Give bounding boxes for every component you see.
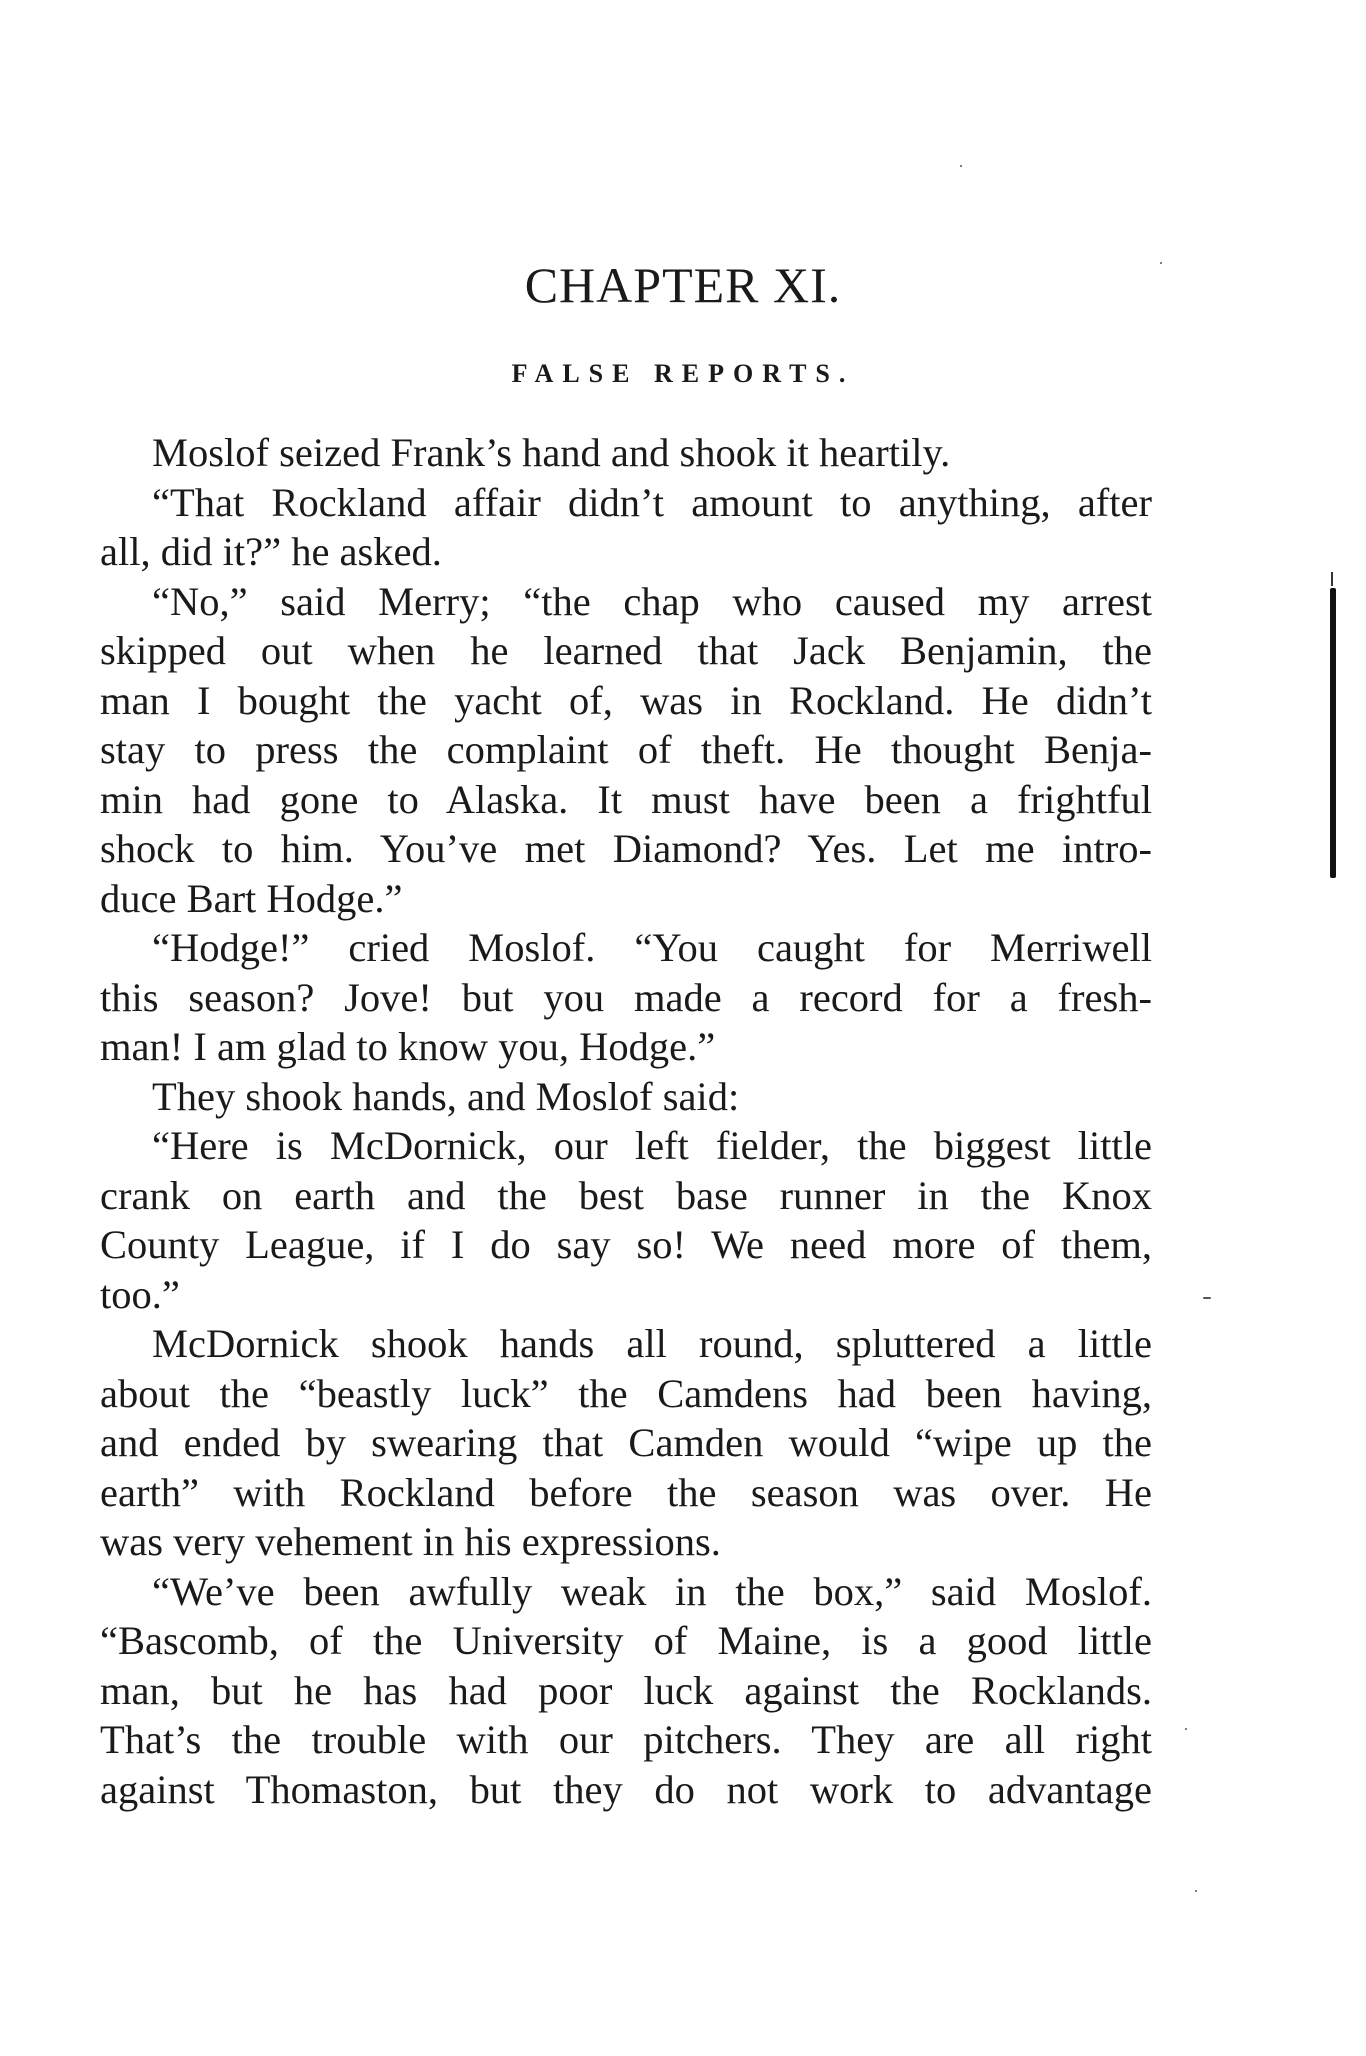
- text-line: “No,” said Merry; “the chap who caused my arrest: [152, 578, 1152, 624]
- text-line: all, did it?” he asked.: [100, 529, 442, 574]
- scan-speck: [1185, 1728, 1187, 1730]
- text-line: was very vehement in his expressions.: [100, 1519, 721, 1564]
- text-line: Moslof seized Frank’s hand and shook it heartily.: [152, 430, 951, 475]
- text-line: man! I am glad to know you, Hodge.”: [100, 1024, 716, 1069]
- text-line: “That Rockland affair didn’t amount to anything, after: [152, 479, 1152, 525]
- scan-speck: [1160, 262, 1162, 264]
- text-line: “Bascomb, of the University of Maine, is a good little: [100, 1618, 1152, 1663]
- paragraph: [100, 923, 1152, 1072]
- text-line: this season? Jove! but you made a record for a fresh-: [100, 974, 1152, 1020]
- paragraph: [100, 428, 1152, 478]
- text-line: duce Bart Hodge.”: [100, 875, 403, 921]
- paragraph: [100, 1319, 1152, 1567]
- text-line: against Thomaston, but they do not work to advantage: [100, 1766, 1152, 1812]
- paragraph: [100, 478, 1152, 577]
- text-line: man I bought the yacht of, was in Rockland. He didn’t: [100, 677, 1152, 723]
- text-line: “Hodge!” cried Moslof. “You caught for Merriwell: [152, 925, 1152, 970]
- margin-scan-bar: [1330, 588, 1336, 878]
- text-line: That’s the trouble with our pitchers. They are all right: [100, 1717, 1152, 1762]
- scan-speck: [1195, 1890, 1197, 1892]
- text-line: skipped out when he learned that Jack Benjamin, the: [100, 628, 1152, 673]
- paragraph: [100, 1567, 1152, 1815]
- text-line: “We’ve been awfully weak in the box,” said Moslof.: [152, 1568, 1152, 1614]
- paragraph: [100, 1072, 1152, 1122]
- margin-scan-mark: [1331, 572, 1333, 586]
- text-line: stay to press the complaint of theft. He thought Benja-: [100, 727, 1152, 772]
- text-line: man, but he has had poor luck against the Rocklands.: [100, 1667, 1152, 1713]
- text-line: min had gone to Alaska. It must have been a frightful: [100, 776, 1152, 822]
- chapter-subtitle: FALSE REPORTS.: [511, 359, 855, 388]
- paragraph: [100, 577, 1152, 924]
- text-line: County League, if I do say so! We need more of them,: [100, 1222, 1152, 1267]
- text-line: They shook hands, and Moslof said:: [152, 1073, 740, 1119]
- text-line: and ended by swearing that Camden would “wipe up the: [100, 1420, 1152, 1465]
- chapter-body: [100, 428, 1152, 1814]
- text-line: McDornick shook hands all round, spluttered a little: [152, 1321, 1152, 1366]
- text-line: shock to him. You’ve met Diamond? Yes. Let me intro-: [100, 826, 1152, 871]
- text-line: “Here is McDornick, our left fielder, the biggest little: [152, 1123, 1152, 1168]
- scan-speck: [1203, 1297, 1211, 1299]
- text-line: crank on earth and the best base runner in the Knox: [100, 1172, 1152, 1218]
- chapter-title: CHAPTER XI.: [524, 257, 842, 313]
- text-line: too.”: [100, 1271, 180, 1317]
- text-line: earth” with Rockland before the season was over. He: [100, 1469, 1152, 1515]
- paragraph: [100, 1121, 1152, 1319]
- scan-speck: [960, 165, 962, 167]
- text-line: about the “beastly luck” the Camdens had been having,: [100, 1370, 1152, 1416]
